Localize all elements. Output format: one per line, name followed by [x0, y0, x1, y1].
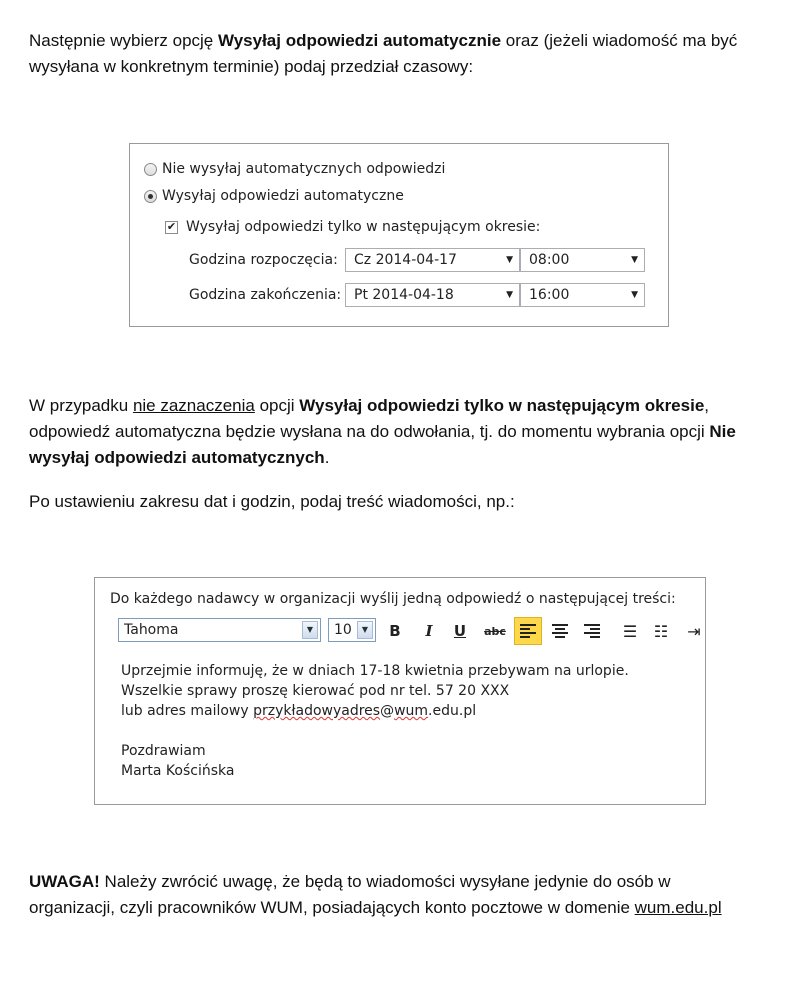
align-left-button[interactable] — [514, 617, 542, 645]
radio-on-label: Wysyłaj odpowiedzi automatyczne — [162, 188, 404, 204]
message-body[interactable] — [121, 661, 629, 781]
align-right-button[interactable] — [578, 617, 606, 645]
align-left-icon — [520, 624, 536, 638]
chevron-down-icon: ▼ — [506, 290, 513, 300]
para2-text: W przypadku — [29, 396, 133, 415]
underline-button[interactable]: U — [453, 622, 467, 640]
align-right-icon — [584, 624, 600, 638]
para2-bold: Wysyłaj odpowiedzi tylko w następującym okresie — [299, 396, 705, 415]
align-center-icon — [552, 624, 568, 638]
domain-link: wum.edu.pl — [634, 898, 722, 917]
message-signature: Marta Kościńska — [121, 763, 235, 779]
chevron-down-icon: ▼ — [631, 255, 638, 265]
message-line: @ — [380, 703, 395, 719]
bold-button[interactable]: B — [389, 622, 401, 640]
indent-icon: ⇥ — [687, 621, 701, 641]
radio-off-label: Nie wysyłaj automatycznych odpowiedzi — [162, 161, 446, 177]
misspelled-word: wum — [394, 703, 429, 719]
end-time-value: 16:00 — [529, 287, 570, 303]
editor-heading: Do każdego nadawcy w organizacji wyślij jedną odpowiedź o następującej treści: — [110, 591, 676, 607]
font-family-select[interactable] — [118, 618, 321, 642]
chevron-down-icon: ▼ — [302, 621, 318, 639]
radio-on-icon[interactable] — [144, 190, 157, 203]
chevron-down-icon: ▼ — [357, 621, 373, 639]
warning-text: Należy zwrócić uwagę, że będą to wiadomości wysyłane jedynie do osób w organizacji, czyli pracowników WUM, posiadających konto pocztowe w domenie — [29, 872, 671, 917]
strikethrough-button[interactable]: abc — [484, 624, 506, 638]
warning-note — [29, 869, 729, 921]
chevron-down-icon: ▼ — [631, 290, 638, 300]
end-date-select[interactable] — [345, 283, 520, 307]
numbered-list-button[interactable] — [647, 617, 675, 645]
para2-bold-2: Nie wysyłaj odpowiedzi automatycznych — [29, 422, 736, 467]
end-time-select[interactable] — [520, 283, 645, 307]
numbered-list-icon: ☷ — [653, 621, 669, 641]
start-time-label: Godzina rozpoczęcia: — [189, 252, 338, 268]
formatting-toolbar — [110, 616, 706, 646]
intro-text: Następnie wybierz opcję — [29, 31, 218, 50]
bullet-list-button[interactable] — [616, 617, 644, 645]
bullet-list-icon: ☰ — [622, 621, 638, 641]
instruction-paragraph: Po ustawieniu zakresu dat i godzin, podaj treść wiadomości, np.: — [29, 492, 515, 511]
font-size-value: 10 — [334, 622, 352, 638]
message-line: Pozdrawiam — [121, 743, 206, 759]
start-time-value: 08:00 — [529, 252, 570, 268]
period-checkbox[interactable] — [165, 219, 540, 235]
radio-no-auto-reply[interactable] — [144, 161, 445, 177]
intro-bold: Wysyłaj odpowiedzi automatycznie — [217, 31, 502, 50]
auto-reply-settings-screenshot — [129, 143, 669, 327]
para2-text-4: . — [324, 448, 330, 467]
explanation-paragraph — [29, 393, 774, 471]
italic-button[interactable]: I — [425, 622, 433, 640]
message-line: .edu.pl — [428, 703, 477, 719]
message-line: Wszelkie sprawy proszę kierować pod nr tel. 57 20 XXX — [121, 683, 510, 699]
end-time-label: Godzina zakończenia: — [189, 287, 342, 303]
indent-button[interactable] — [680, 617, 706, 645]
radio-send-auto-reply[interactable] — [144, 188, 404, 204]
warning-label: UWAGA! — [29, 872, 100, 891]
para2-underline: nie zaznaczenia — [132, 396, 255, 415]
start-time-select[interactable] — [520, 248, 645, 272]
message-editor-screenshot — [94, 577, 706, 805]
para2-text-3: , odpowiedź automatyczna będzie wysłana na do odwołania, tj. do momentu wybrania opcji — [29, 396, 710, 441]
para2-text-2: opcji — [254, 396, 300, 415]
start-date-select[interactable] — [345, 248, 520, 272]
period-checkbox-label: Wysyłaj odpowiedzi tylko w następującym okresie: — [186, 219, 541, 235]
message-line: Uprzejmie informuję, że w dniach 17-18 kwietnia przebywam na urlopie. — [121, 663, 629, 679]
align-center-button[interactable] — [546, 617, 574, 645]
intro-text-2: oraz (jeżeli wiadomość ma być wysyłana w konkretnym terminie) podaj przedział czasowy: — [29, 31, 738, 76]
checkbox-checked-icon[interactable] — [165, 221, 178, 234]
start-date-value: Cz 2014-04-17 — [354, 252, 457, 268]
font-family-value: Tahoma — [124, 622, 179, 638]
radio-off-icon[interactable] — [144, 163, 157, 176]
end-date-value: Pt 2014-04-18 — [354, 287, 454, 303]
message-line: lub adres mailowy — [121, 703, 254, 719]
chevron-down-icon: ▼ — [506, 255, 513, 265]
font-size-select[interactable] — [328, 618, 376, 642]
intro-paragraph — [29, 28, 774, 80]
misspelled-word: przykładowyadres — [253, 703, 381, 719]
